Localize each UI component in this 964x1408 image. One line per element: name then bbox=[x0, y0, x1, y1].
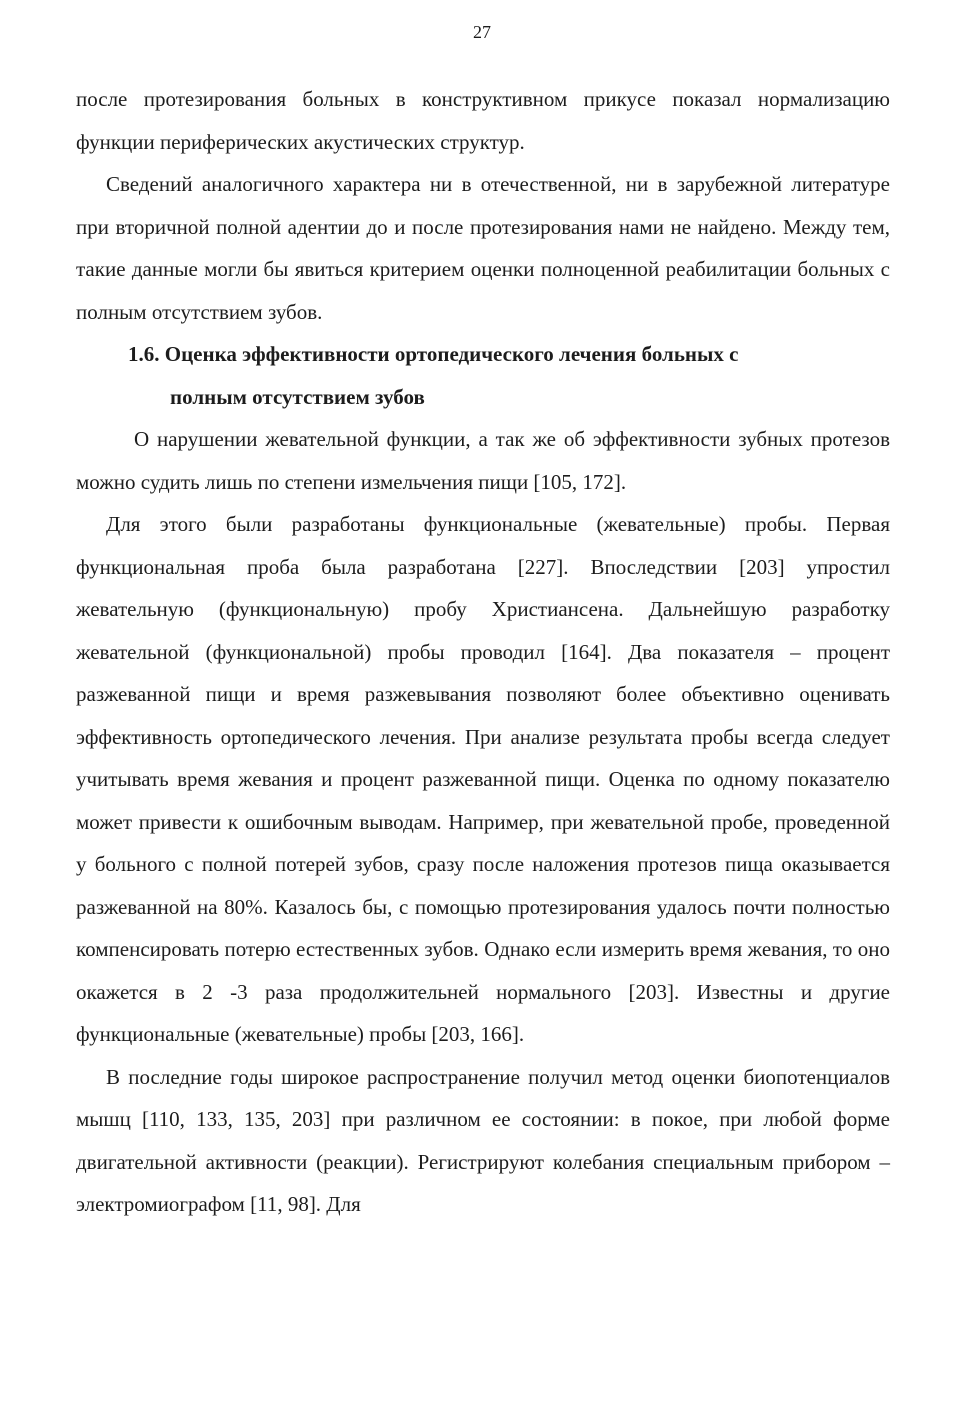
section-heading-line2: полным отсутствием зубов bbox=[170, 384, 425, 409]
section-heading bbox=[76, 333, 890, 418]
paragraph: В последние годы широкое распространение получил метод оценки биопотенциалов мышц [110, 133, 135, 203] при различном ее состоянии: в покое, при любой форме двигательной активности (реакции). Регистрируют колебания специальным прибором – электромиографом [11, 98]. Для bbox=[76, 1064, 890, 1216]
paragraph-continuation: после протезирования больных в конструктивном прикусе показал нормализацию функции периферических акустических структур. bbox=[76, 87, 890, 154]
section-heading-line1: 1.6. Оценка эффективности ортопедического лечения больных с bbox=[128, 342, 739, 366]
paragraph: Для этого были разработаны функциональные (жевательные) пробы. Первая функциональная проба была разработана [227]. Впоследствии [203] упростил жевательную (функциональную) пробу Христиансена. Дальнейшую разработку жевательной (функциональной) пробы проводил [164]. Два показателя – процент разжеванной пищи и время разжевывания позволяют более объективно оценивать эффективность ортопедического лечения. При анализе результата пробы всегда следует учитывать время жевания и процент разжеванной пищи. Оценка по одному показателю может привести к ошибочным выводам. Например, при жевательной пробе, проведенной у больного с полной потерей зубов, сразу после наложения протезов пища оказывается разжеванной на 80%. Казалось бы, с помощью протезирования удалось почти полностью компенсировать потерю естественных зубов. Однако если измерить время жевания, то оно окажется в 2 -3 раза продолжительней нормального [203]. Известны и другие функциональные (жевательные) пробы [203, 166]. bbox=[76, 512, 890, 1046]
paragraph: Сведений аналогичного характера ни в отечественной, ни в зарубежной литературе при вторичной полной адентии до и после протезирования нами не найдено. Между тем, такие данные могли бы явиться критерием оценки полноценной реабилитации больных с полным отсутствием зубов. bbox=[76, 172, 890, 324]
body-text bbox=[76, 78, 890, 1226]
paragraph: О нарушении жевательной функции, а так же об эффективности зубных протезов можно судить лишь по степени измельчения пищи [105, 172]. bbox=[76, 427, 890, 494]
page-number: 27 bbox=[473, 22, 491, 42]
